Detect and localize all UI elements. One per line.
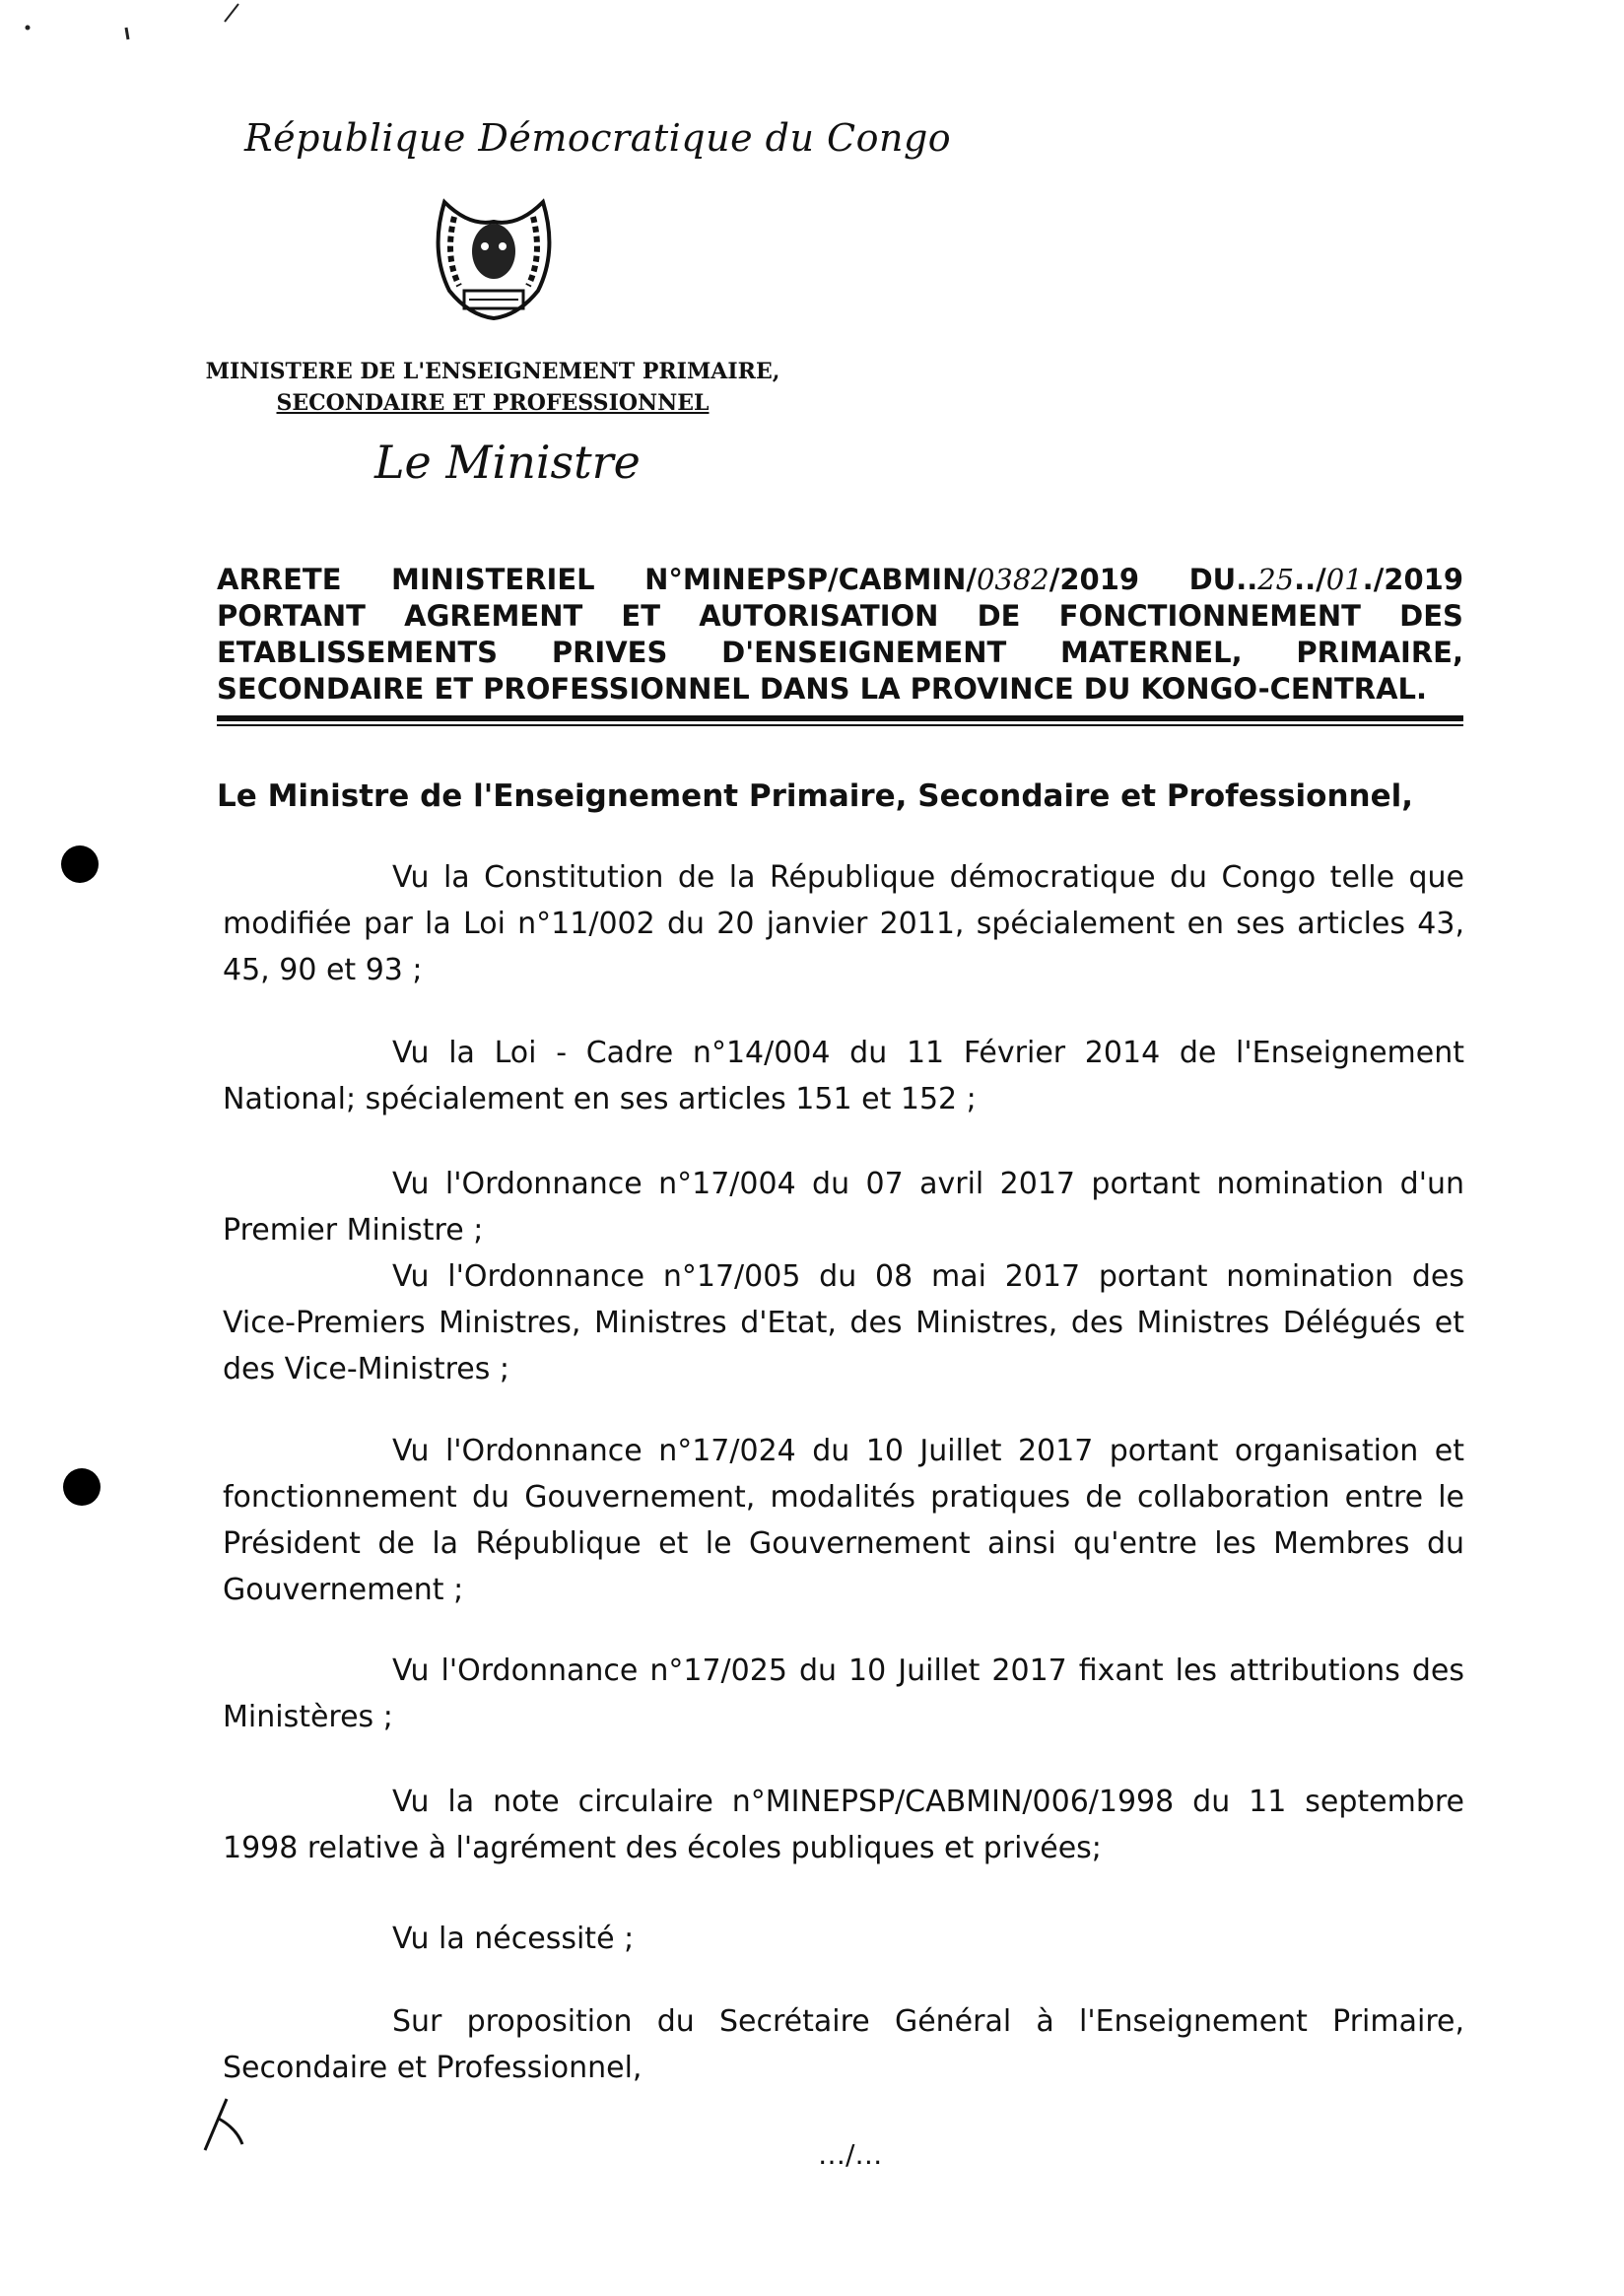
coat-of-arms-emblem — [420, 182, 568, 330]
title-word: PRIVES — [551, 636, 668, 669]
title-word: AUTORISATION — [699, 599, 939, 633]
visa-paragraph-necessite: Vu la nécessité ; — [392, 1922, 635, 1956]
title-word: MATERNEL, — [1060, 636, 1243, 669]
visa-paragraph-constitution: Vu la Constitution de la République démocratique du Congo telle que modifiée par la Loi n°11/002 du 20 janvier 2011, spécialement en ses articles 43, 45, 90 et 93 ; — [223, 860, 1464, 987]
decree-title — [217, 562, 1463, 708]
handwritten-day: 25 — [1257, 563, 1295, 596]
title-word: DE — [977, 599, 1021, 633]
handwritten-number: 0382 — [976, 563, 1049, 596]
title-word: ETABLISSEMENTS — [217, 636, 499, 669]
title-word: D'ENSEIGNEMENT — [721, 636, 1007, 669]
visa-paragraph-ordonnance-17-005: Vu l'Ordonnance n°17/005 du 08 mai 2017 portant nomination des Vice-Premiers Ministres, Ministres d'Etat, des Ministres, des Ministres Délégués et des Vice-Ministres ; — [223, 1259, 1464, 1386]
title-word: ARRETE — [217, 563, 342, 596]
republic-name: République Démocratique du Congo — [244, 116, 952, 160]
visa-paragraph-proposition: Sur proposition du Secrétaire Général à l'Enseignement Primaire, Secondaire et Professionnel, — [223, 2004, 1464, 2085]
pen-mark — [10, 0, 266, 59]
title-word: FONCTIONNEMENT — [1058, 599, 1361, 633]
decree-title-line-3 — [217, 635, 1463, 671]
page-continuation-marker: …/… — [818, 2138, 883, 2171]
punch-hole-mark — [61, 845, 99, 883]
decree-title-line-4: SECONDAIRE ET PROFESSIONNEL DANS LA PROVINCE DU KONGO-CENTRAL. — [217, 672, 1428, 706]
visa-paragraph-ordonnance-17-004: Vu l'Ordonnance n°17/004 du 07 avril 2017 portant nomination d'un Premier Ministre ; — [223, 1167, 1464, 1248]
title-rule-thick — [217, 715, 1463, 721]
title-word: MINISTERIEL — [391, 563, 595, 596]
decree-title-line-2 — [217, 598, 1463, 635]
title-word: PORTANT — [217, 599, 366, 633]
ministry-name — [187, 357, 798, 420]
ministry-line-2: SECONDAIRE ET PROFESSIONNEL — [276, 389, 710, 416]
title-rule-thin — [217, 724, 1463, 726]
title-word: ET — [621, 599, 661, 633]
signatory-title: Le Ministre — [374, 436, 641, 489]
decree-title-line-1 — [217, 562, 1463, 598]
title-word: AGREMENT — [404, 599, 583, 633]
title-word: PRIMAIRE, — [1296, 636, 1463, 669]
visa-paragraph-loi-cadre: Vu la Loi - Cadre n°14/004 du 11 Février 2014 de l'Enseignement National; spécialement en ses articles 151 et 152 ; — [223, 1036, 1464, 1116]
ministry-line-1: MINISTERE DE L'ENSEIGNEMENT PRIMAIRE, — [205, 359, 780, 384]
visa-paragraph-ordonnance-17-024: Vu l'Ordonnance n°17/024 du 10 Juillet 2017 portant organisation et fonctionnement du Gouvernement, modalités pratiques de collaboration entre le Président de la République et le Gouvernement ainsi qu'entre les Membres du Gouvernement ; — [223, 1434, 1464, 1607]
visa-paragraph-note-circulaire: Vu la note circulaire n°MINEPSP/CABMIN/006/1998 du 11 septembre 1998 relative à l'agrément des écoles publiques et privées; — [223, 1785, 1464, 1865]
title-word: DES — [1399, 599, 1463, 633]
visa-paragraph-ordonnance-17-025: Vu l'Ordonnance n°17/025 du 10 Juillet 2017 fixant les attributions des Ministères ; — [223, 1654, 1464, 1734]
decree-number: N°MINEPSP/CABMIN/0382/2019 — [644, 563, 1140, 596]
punch-hole-mark — [63, 1468, 101, 1506]
handwritten-initial-mark — [197, 2089, 256, 2158]
handwritten-month: 01 — [1325, 563, 1363, 596]
minister-salutation: Le Ministre de l'Enseignement Primaire, Secondaire et Professionnel, — [217, 778, 1414, 814]
decree-date: DU..25../01./2019 — [1188, 563, 1463, 596]
